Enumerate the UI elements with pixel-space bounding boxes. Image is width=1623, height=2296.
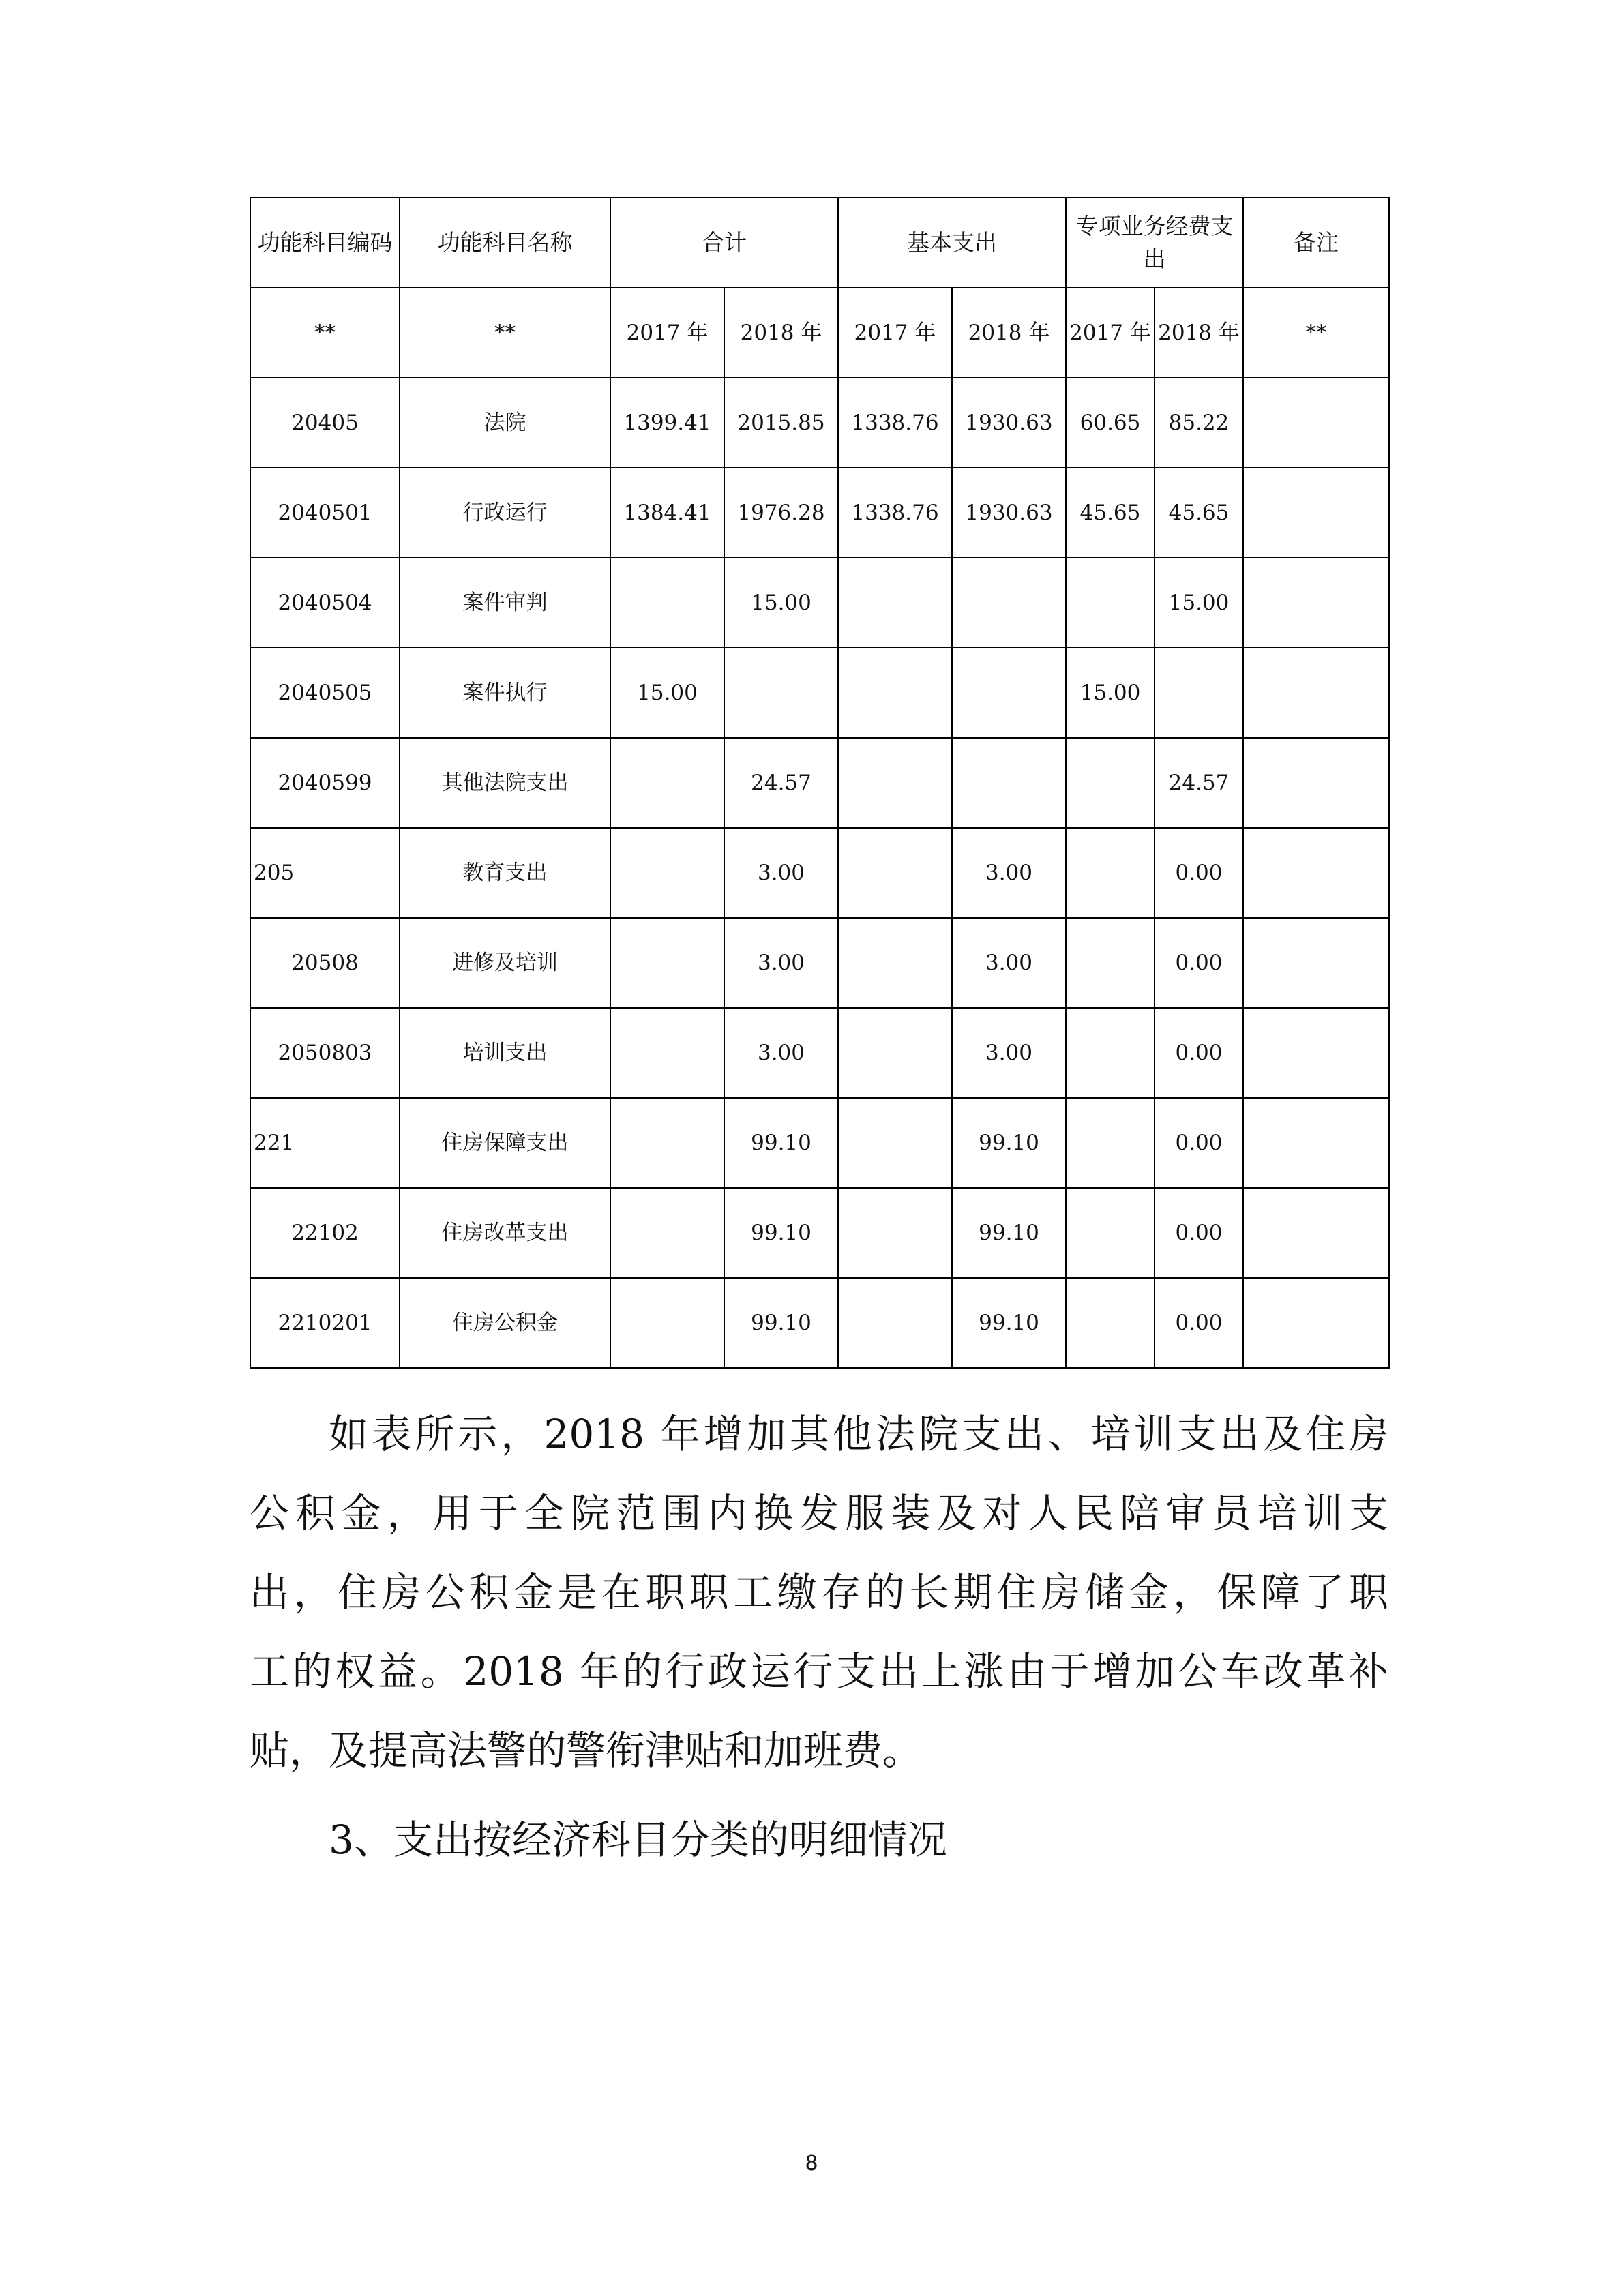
table-cell-b17: 1338.76 [838, 378, 952, 468]
table-cell-b17 [838, 558, 952, 648]
table-cell-b17 [838, 918, 952, 1008]
table-cell-code: 20405 [250, 378, 400, 468]
paragraph-line: 如表所示，2018 年增加其他法院支出、培训支出及住房 [329, 1411, 1388, 1457]
table-cell-name: 法院 [400, 378, 610, 468]
expenditure-table [250, 197, 1390, 1369]
table-cell-s17 [1066, 738, 1155, 828]
table-cell-remark [1243, 558, 1389, 648]
table-cell-t18: 3.00 [724, 828, 838, 918]
table-cell-b17: 1338.76 [838, 468, 952, 558]
table-row [250, 738, 1389, 828]
header-total: 合计 [610, 198, 838, 288]
table-cell-b17 [838, 648, 952, 738]
table-cell-t18: 24.57 [724, 738, 838, 828]
table-cell-s18: 15.00 [1155, 558, 1243, 648]
table-cell-t17 [610, 1278, 724, 1368]
table-cell-b17 [838, 828, 952, 918]
subheader-cell: ** [250, 288, 400, 378]
header-name: 功能科目名称 [400, 198, 610, 288]
table-cell-name: 进修及培训 [400, 918, 610, 1008]
table-cell-t18: 2015.85 [724, 378, 838, 468]
table-cell-b18: 3.00 [952, 918, 1066, 1008]
table-cell-t18: 15.00 [724, 558, 838, 648]
table-cell-s18: 0.00 [1155, 1188, 1243, 1278]
table-row [250, 1278, 1389, 1368]
table-cell-name: 教育支出 [400, 828, 610, 918]
table-cell-s18 [1155, 648, 1243, 738]
paragraph-line: 公积金，用于全院范围内换发服装及对人民陪审员培训支 [250, 1490, 1388, 1536]
table-cell-code: 20508 [250, 918, 400, 1008]
table-cell-code: 205 [250, 828, 400, 918]
subheader-cell: ** [1243, 288, 1389, 378]
table-cell-s17 [1066, 1008, 1155, 1098]
section-heading: 3、支出按经济科目分类的明细情况 [329, 1817, 947, 1863]
table-cell-t17 [610, 1188, 724, 1278]
table-cell-name: 住房公积金 [400, 1278, 610, 1368]
table-row [250, 468, 1389, 558]
table-cell-remark [1243, 1098, 1389, 1188]
table-cell-s18: 85.22 [1155, 378, 1243, 468]
table-cell-b18: 3.00 [952, 828, 1066, 918]
subheader-cell: 2018 年 [952, 288, 1066, 378]
table-cell-remark [1243, 738, 1389, 828]
table-row [250, 648, 1389, 738]
table-cell-b17 [838, 1188, 952, 1278]
table-cell-t18 [724, 648, 838, 738]
table-cell-remark [1243, 468, 1389, 558]
table-cell-s17 [1066, 558, 1155, 648]
table-cell-b18: 1930.63 [952, 378, 1066, 468]
table-row [250, 558, 1389, 648]
table-cell-s18: 0.00 [1155, 1278, 1243, 1368]
table-cell-remark [1243, 1278, 1389, 1368]
table-cell-code: 2040599 [250, 738, 400, 828]
table-cell-s18: 45.65 [1155, 468, 1243, 558]
table-cell-s18: 0.00 [1155, 828, 1243, 918]
table-cell-t18: 3.00 [724, 1008, 838, 1098]
table-cell-code: 2210201 [250, 1278, 400, 1368]
table-cell-b18: 99.10 [952, 1188, 1066, 1278]
table-cell-t18: 99.10 [724, 1188, 838, 1278]
table-cell-t17 [610, 738, 724, 828]
table-cell-b18: 1930.63 [952, 468, 1066, 558]
table-cell-b18 [952, 648, 1066, 738]
table-row [250, 1098, 1389, 1188]
table-cell-t17: 1384.41 [610, 468, 724, 558]
header-special: 专项业务经费支出 [1066, 198, 1243, 288]
subheader-cell: 2017 年 [610, 288, 724, 378]
paragraph-line: 出，住房公积金是在职职工缴存的长期住房储金，保障了职 [250, 1569, 1388, 1615]
table-cell-code: 2040505 [250, 648, 400, 738]
header-basic: 基本支出 [838, 198, 1066, 288]
table-cell-t17 [610, 1098, 724, 1188]
header-code: 功能科目编码 [250, 198, 400, 288]
table-cell-t17: 15.00 [610, 648, 724, 738]
table-cell-t17 [610, 558, 724, 648]
table-cell-t18: 99.10 [724, 1098, 838, 1188]
paragraph-line: 贴，及提高法警的警衔津贴和加班费。 [250, 1727, 923, 1774]
table-cell-remark [1243, 1008, 1389, 1098]
table-cell-name: 行政运行 [400, 468, 610, 558]
table-cell-name: 案件审判 [400, 558, 610, 648]
table-cell-t17: 1399.41 [610, 378, 724, 468]
table-cell-b17 [838, 1278, 952, 1368]
subheader-cell: 2017 年 [838, 288, 952, 378]
table-cell-remark [1243, 378, 1389, 468]
table-cell-t17 [610, 1008, 724, 1098]
table-row [250, 918, 1389, 1008]
table-cell-b18 [952, 558, 1066, 648]
table-cell-s17 [1066, 1188, 1155, 1278]
table-cell-t17 [610, 918, 724, 1008]
table-cell-code: 22102 [250, 1188, 400, 1278]
table-cell-b18 [952, 738, 1066, 828]
paragraph-line: 工的权益。2018 年的行政运行支出上涨由于增加公车改革补 [250, 1648, 1388, 1695]
page-number: 8 [805, 2151, 818, 2175]
table-cell-code: 2040501 [250, 468, 400, 558]
table-cell-s17: 60.65 [1066, 378, 1155, 468]
table-cell-name: 培训支出 [400, 1008, 610, 1098]
subheader-cell: 2017 年 [1066, 288, 1155, 378]
table-cell-name: 其他法院支出 [400, 738, 610, 828]
table-cell-name: 住房保障支出 [400, 1098, 610, 1188]
table-cell-s18: 24.57 [1155, 738, 1243, 828]
table-cell-name: 住房改革支出 [400, 1188, 610, 1278]
table-cell-s17 [1066, 828, 1155, 918]
table-cell-s18: 0.00 [1155, 1098, 1243, 1188]
table-header-row [250, 198, 1389, 288]
table-cell-b17 [838, 738, 952, 828]
table-row [250, 378, 1389, 468]
table-cell-remark [1243, 648, 1389, 738]
header-remark: 备注 [1243, 198, 1389, 288]
table-cell-b18: 99.10 [952, 1098, 1066, 1188]
table-cell-remark [1243, 918, 1389, 1008]
table-cell-s17: 15.00 [1066, 648, 1155, 738]
table-cell-s17 [1066, 918, 1155, 1008]
table-cell-t17 [610, 828, 724, 918]
subheader-cell: 2018 年 [1155, 288, 1243, 378]
table-row [250, 1008, 1389, 1098]
table-cell-b17 [838, 1098, 952, 1188]
table-cell-s17: 45.65 [1066, 468, 1155, 558]
table-cell-s18: 0.00 [1155, 918, 1243, 1008]
table-row [250, 1188, 1389, 1278]
table-cell-t18: 1976.28 [724, 468, 838, 558]
table-cell-remark [1243, 828, 1389, 918]
table-subheader-row [250, 288, 1389, 378]
table-row [250, 828, 1389, 918]
explanation-paragraph [250, 1395, 1388, 1790]
table-cell-remark [1243, 1188, 1389, 1278]
subheader-cell: 2018 年 [724, 288, 838, 378]
table-cell-t18: 99.10 [724, 1278, 838, 1368]
table-cell-code: 221 [250, 1098, 400, 1188]
table-cell-t18: 3.00 [724, 918, 838, 1008]
subheader-cell: ** [400, 288, 610, 378]
table-cell-b18: 3.00 [952, 1008, 1066, 1098]
table-cell-s18: 0.00 [1155, 1008, 1243, 1098]
table-cell-code: 2050803 [250, 1008, 400, 1098]
table-cell-s17 [1066, 1098, 1155, 1188]
table-cell-name: 案件执行 [400, 648, 610, 738]
table-cell-b17 [838, 1008, 952, 1098]
table-cell-code: 2040504 [250, 558, 400, 648]
table-cell-b18: 99.10 [952, 1278, 1066, 1368]
table-cell-s17 [1066, 1278, 1155, 1368]
